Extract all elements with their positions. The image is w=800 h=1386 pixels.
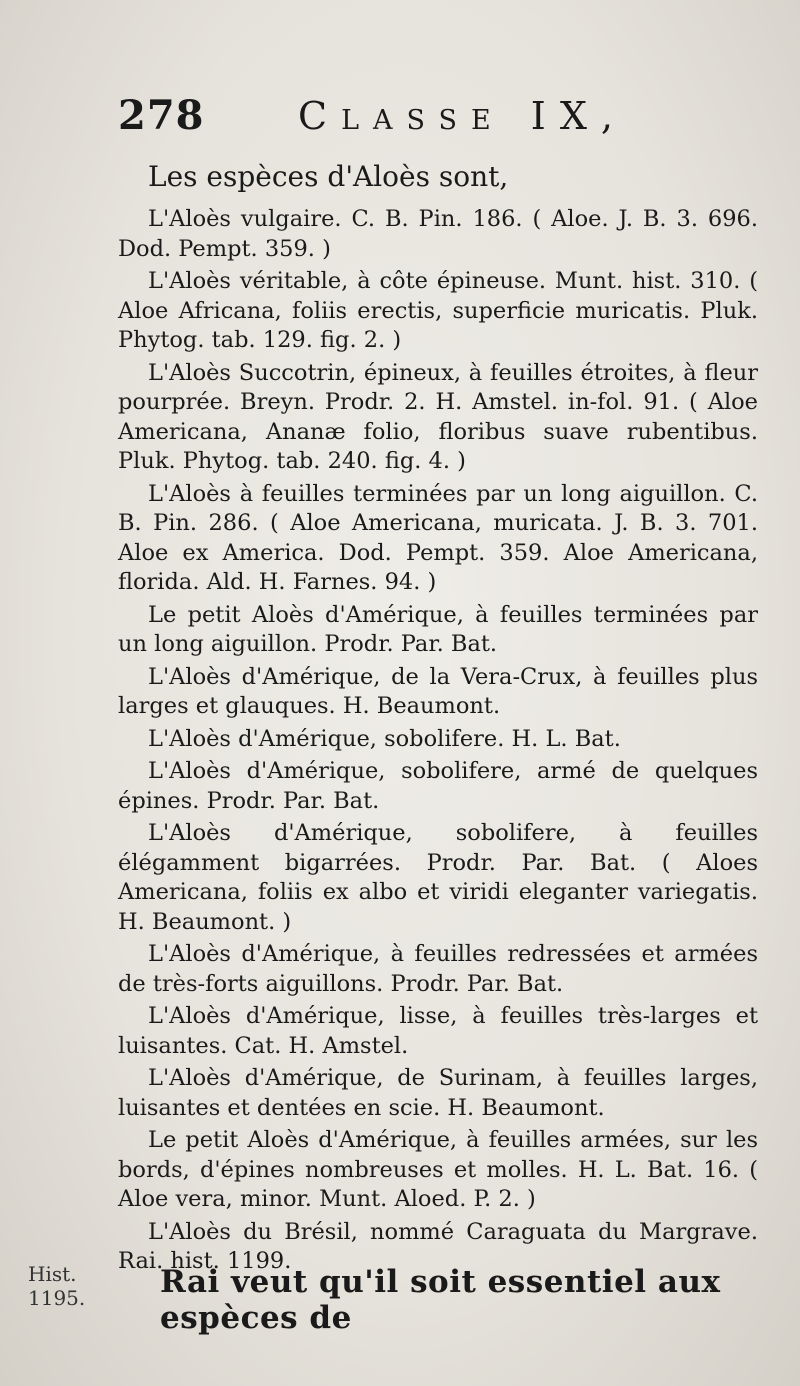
species-entry: L'Aloès à feuilles terminées par un long aiguillon. C. B. Pin. 286. ( Aloe Americana, muricata. J. B. 3. 701. Aloe ex America. Dod. Pempt. 359. Aloe Americana, florida. Ald. H. Farnes. 94. ) (118, 480, 758, 595)
margin-note (28, 1262, 108, 1310)
species-entry: L'Aloès d'Amérique, de la Vera-Crux, à feuilles plus larges et glauques. H. Beaumont. (118, 663, 758, 719)
species-entry: Le petit Aloès d'Amérique, à feuilles terminées par un long aiguillon. Prodr. Par. Bat. (118, 601, 758, 657)
species-entry: L'Aloès d'Amérique, de Surinam, à feuilles larges, luisantes et dentées en scie. H. Beaumont. (118, 1065, 758, 1121)
margin-note-line: Hist. (28, 1262, 77, 1286)
species-entry: L'Aloès vulgaire. C. B. Pin. 186. ( Aloe. J. B. 3. 696. Dod. Pempt. 359. ) (118, 206, 758, 262)
closing-line: Rai veut qu'il soit essentiel aux espèces de (160, 1264, 721, 1336)
species-entry: L'Aloès d'Amérique, sobolifere, à feuilles élégamment bigarrées. Prodr. Par. Bat. ( Aloes Americana, foliis ex albo et viridi eleganter variegatis. H. Beaumont. ) (118, 820, 758, 935)
species-entry: Le petit Aloès d'Amérique, à feuilles armées, sur les bords, d'épines nombreuses et molles. H. L. Bat. 16. ( Aloe vera, minor. Munt. Aloed. P. 2. ) (118, 1127, 758, 1212)
species-entry: L'Aloès d'Amérique, sobolifere, armé de quelques épines. Prodr. Par. Bat. (118, 758, 758, 814)
species-entry: L'Aloès d'Amérique, lisse, à feuilles très-larges et luisantes. Cat. H. Amstel. (118, 1003, 758, 1059)
species-entry: L'Aloès d'Amérique, à feuilles redressées et armées de très-forts aiguillons. Prodr. Par. Bat. (118, 941, 758, 997)
species-entry: L'Aloès Succotrin, épineux, à feuilles étroites, à fleur pourprée. Breyn. Prodr. 2. H. Amstel. in-fol. 91. ( Aloe Americana, Ananæ folio, floribus suave rubentibus. Pluk. Phytog. tab. 240. fig. 4. ) (118, 359, 758, 474)
species-entry: L'Aloès du Brésil, nommé Caraguata du Margrave. Rai. hist. 1199. (118, 1218, 758, 1274)
species-list (118, 205, 758, 1280)
species-entry: L'Aloès d'Amérique, sobolifere. H. L. Bat. (148, 725, 621, 752)
margin-note-line: 1195. (28, 1286, 86, 1310)
intro-line: Les espèces d'Aloès sont, (148, 160, 509, 193)
page-number: 278 (118, 92, 205, 139)
class-title: Classe IX, (298, 94, 627, 138)
page-header (118, 92, 718, 142)
species-entry: L'Aloès véritable, à côte épineuse. Munt. hist. 310. ( Aloe Africana, foliis erectis, superficie muricatis. Pluk. Phytog. tab. 129. fig. 2. ) (118, 268, 758, 353)
